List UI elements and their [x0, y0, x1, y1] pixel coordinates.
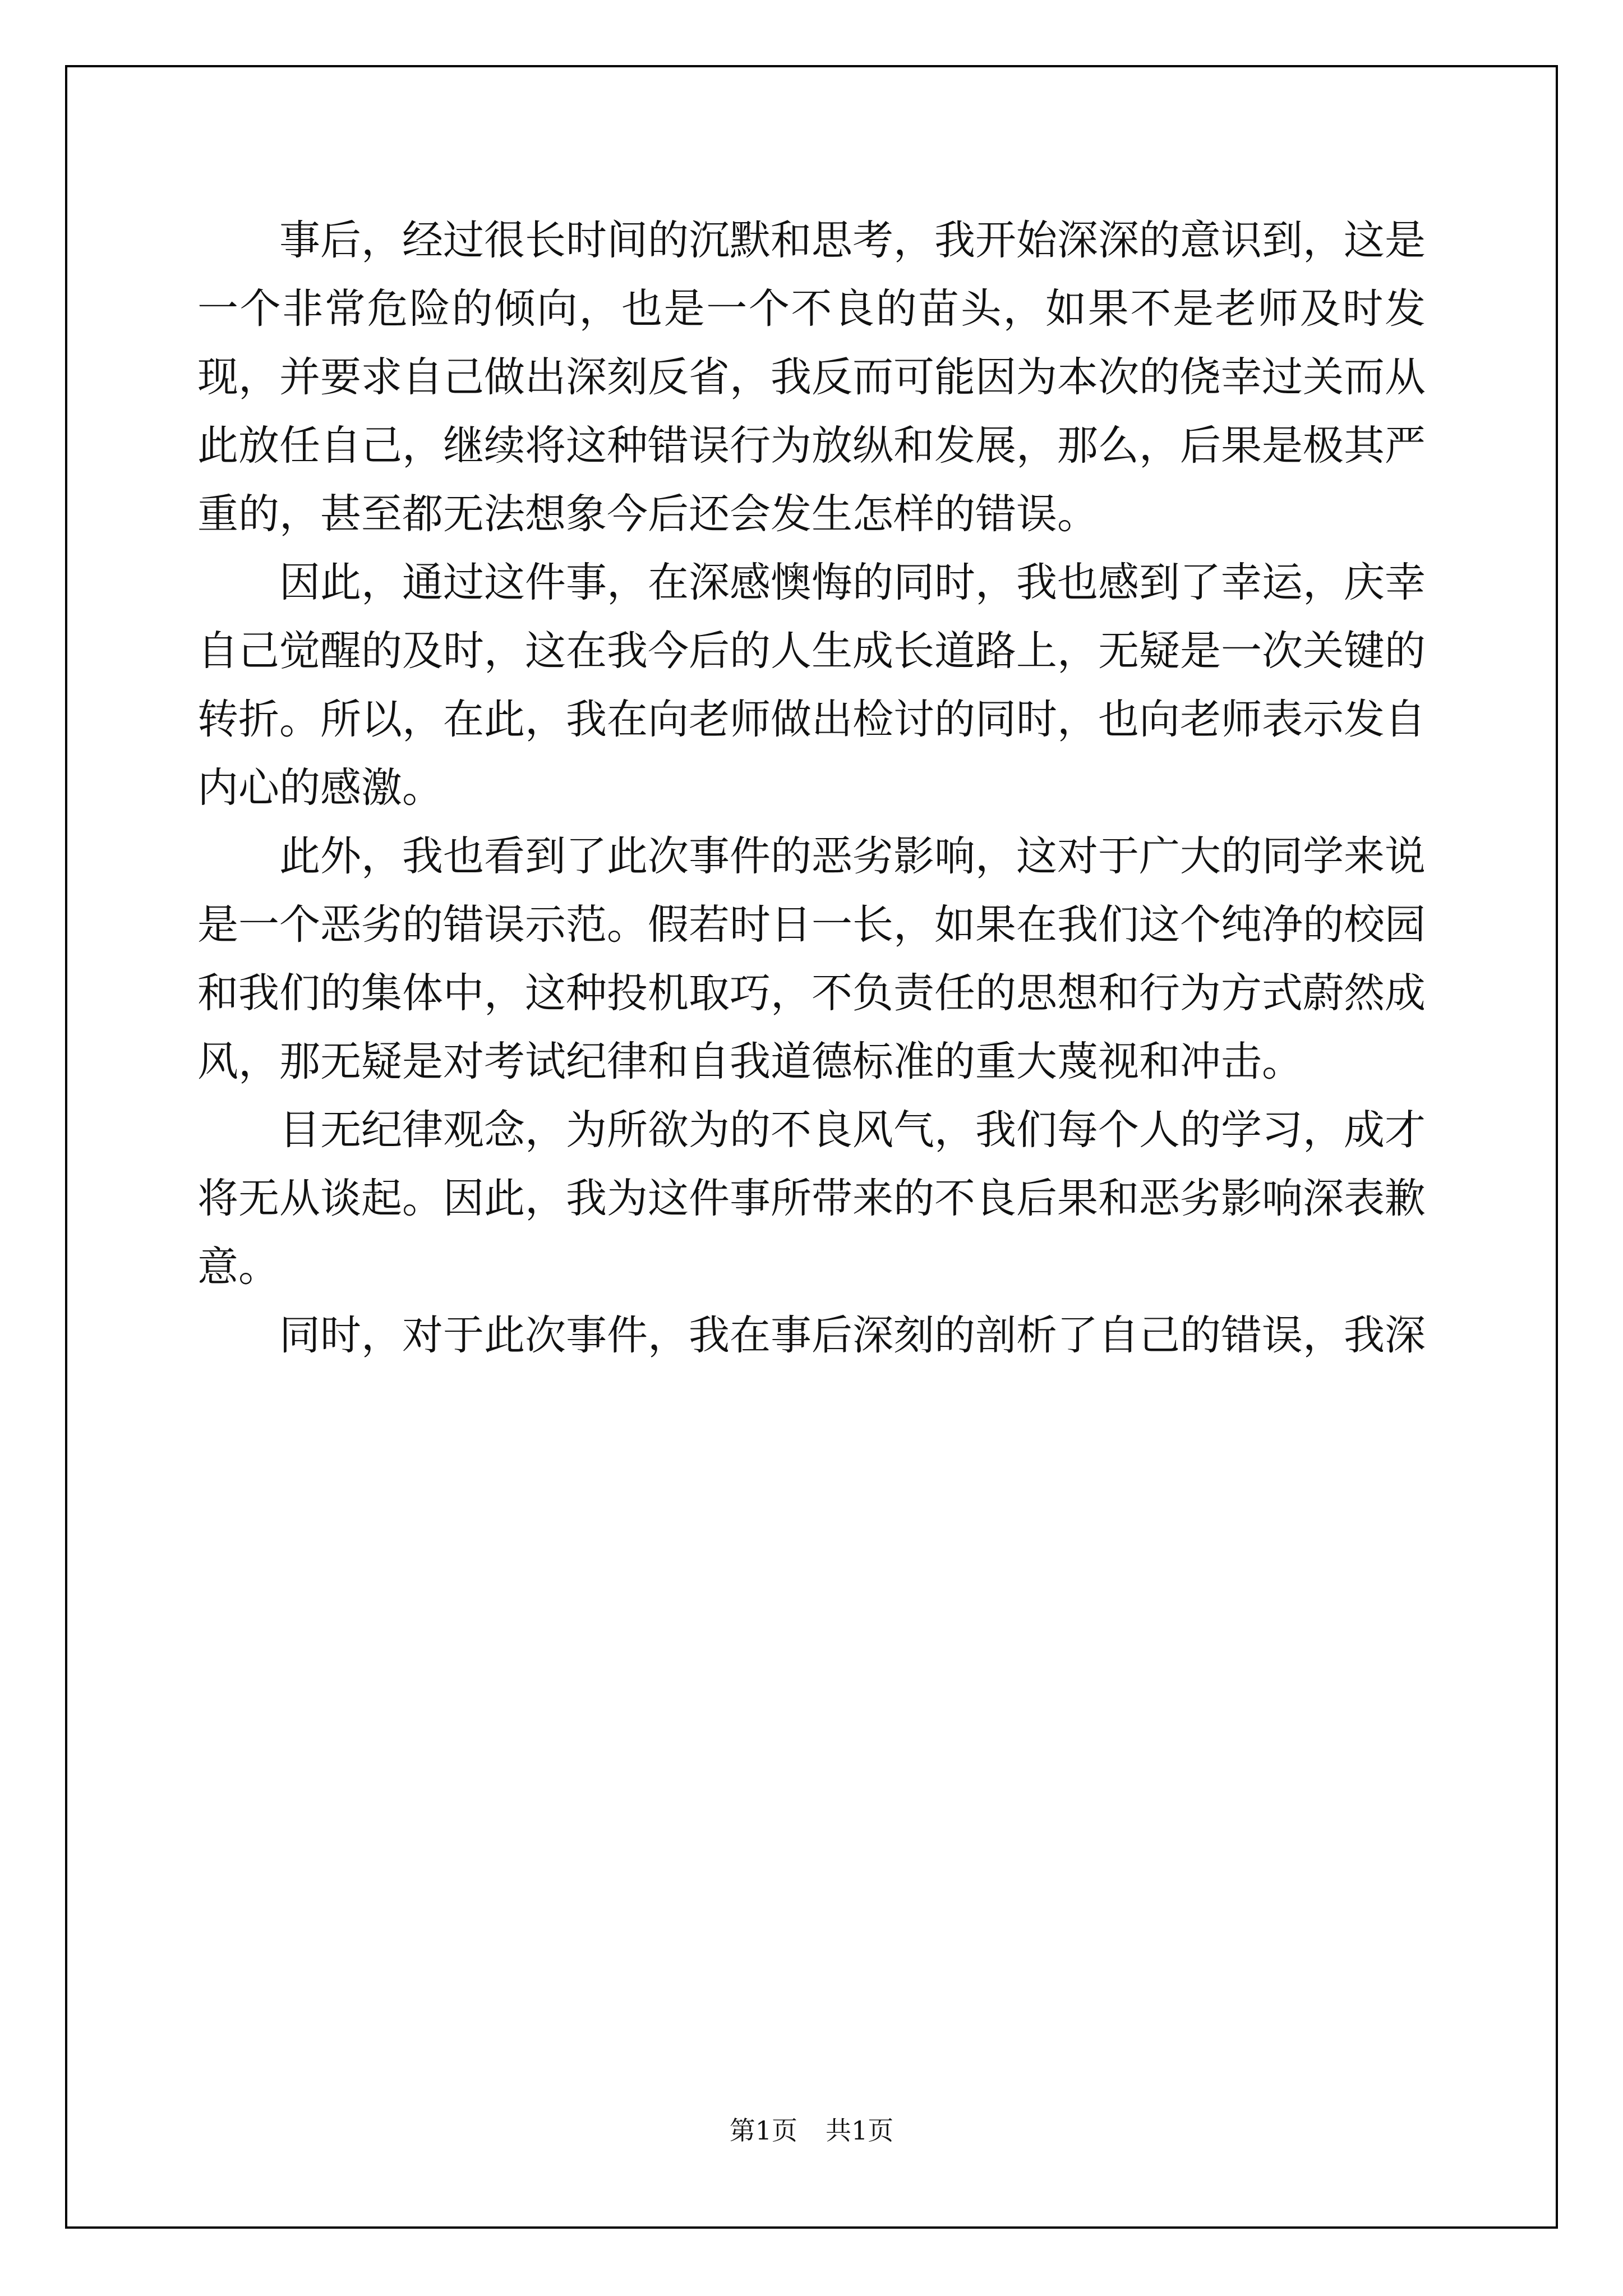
paragraph-2: 因此，通过这件事，在深感懊悔的同时，我也感到了幸运，庆幸自己觉醒的及时，这在我今后的人生成长道路上，无疑是一次关键的转折。所以，在此，我在向老师做出检讨的同时，也向老师表示发自内心的感激。	[197, 559, 1426, 812]
paragraph-4: 目无纪律观念，为所欲为的不良风气，我们每个人的学习，成才将无从谈起。因此，我为这件事所带来的不良后果和恶劣影响深表歉意。	[197, 1106, 1426, 1291]
page-number: 第1页	[729, 2115, 797, 2146]
document-body	[197, 206, 1426, 1370]
paragraph-5: 同时，对于此次事件，我在事后深刻的剖析了自己的错误，我深	[279, 1312, 1426, 1359]
total-pages: 共1页	[826, 2115, 894, 2146]
page-footer	[0, 2114, 1623, 2147]
paragraph-3: 此外，我也看到了此次事件的恶劣影响，这对于广大的同学来说是一个恶劣的错误示范。假若时日一长，如果在我们这个纯净的校园和我们的集体中，这种投机取巧，不负责任的思想和行为方式蔚然成风，那无疑是对考试纪律和自我道德标准的重大蔑视和冲击。	[197, 832, 1426, 1085]
paragraph-1: 事后，经过很长时间的沉默和思考，我开始深深的意识到，这是一个非常危险的倾向，也是一个不良的苗头，如果不是老师及时发现，并要求自己做出深刻反省，我反而可能因为本次的侥幸过关而从此放任自己，继续将这种错误行为放纵和发展，那么，后果是极其严重的，甚至都无法想象今后还会发生怎样的错误。	[197, 217, 1426, 538]
